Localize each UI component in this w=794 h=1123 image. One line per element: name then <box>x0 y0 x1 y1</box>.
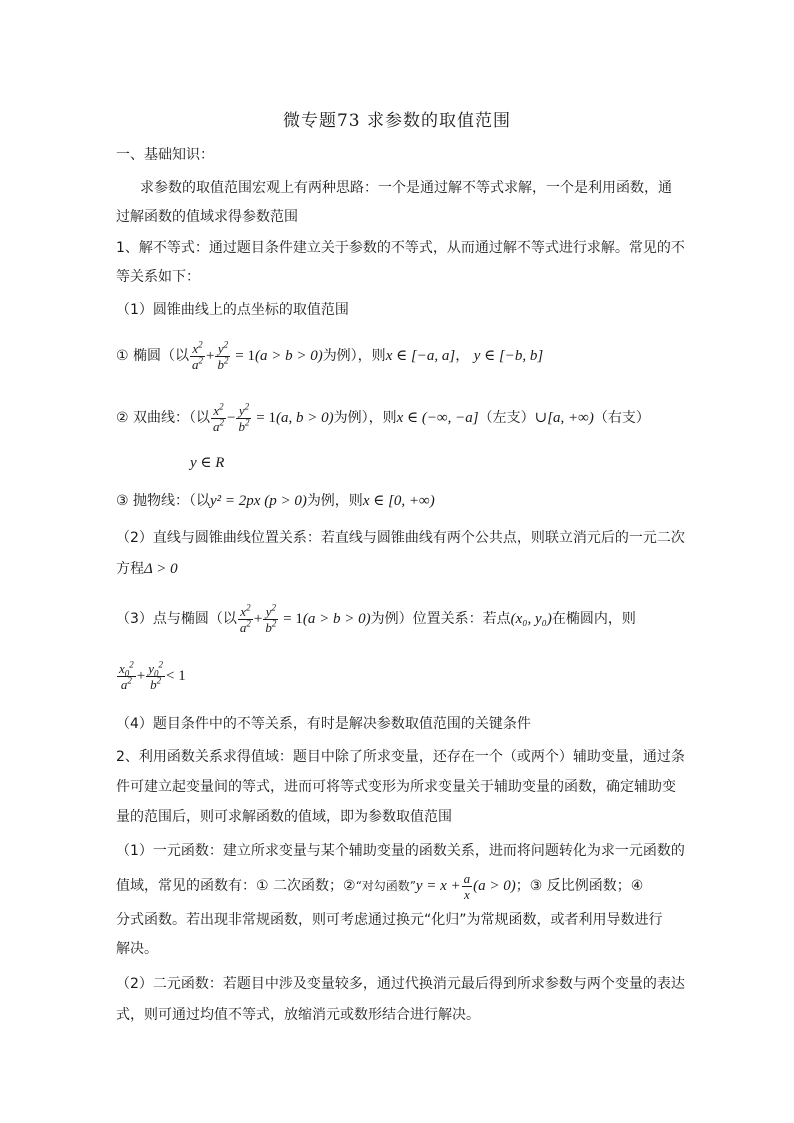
hyperbola-line: ② 双曲线：（以 $\frac{x^2}{a^2}$ − $\frac{y^2}{b^2}$ = 1(a, b > 0)为例），则x ∈ (−∞, −a]（左支）∪[a, +∞)（右支） <box>116 401 650 434</box>
subsection-2-line-2: 方程Δ > 0 <box>116 561 178 577</box>
subsection-3-line-1: （3）点与椭圆（以 $\frac{x^2}{a^2}$ + $\frac{y^2}{b^2}$ = 1(a > b > 0)为例）位置关系：若点(x₀, y₀)在椭圆内，则 <box>116 602 636 635</box>
item2-line-2: 件可建立起变量间的等式，进而可将等式变形为所求变量关于辅助变量的函数，确定辅助变 <box>116 779 676 795</box>
func1-line-3: 分式函数。若出现非常规函数，则可考虑通过换元“化归”为常规函数，或者利用导数进行 <box>116 912 663 928</box>
fraction: $\frac{y^2}{b^2}$ <box>217 339 229 372</box>
intro-line-2: 过解函数的值域求得参数范围 <box>116 209 298 225</box>
func1-line-1: （1）一元函数：建立所求变量与某个辅助变量的函数关系，进而将问题转化为求一元函数的 <box>116 843 685 859</box>
fraction: $\frac{y_0^2}{b^2}$ <box>148 659 164 692</box>
ellipse-line: ① 椭圆（以 $\frac{x^2}{a^2}$ + $\frac{y^2}{b^2}$ = 1(a > b > 0)为例），则x ∈ [−a, a]， y ∈ [−b, b] <box>116 339 544 372</box>
func1-line-4: 解决。 <box>116 941 158 957</box>
fraction: $\frac{x^2}{a^2}$ <box>213 401 225 434</box>
intro-line-1: 求参数的取值范围宏观上有两种思路：一个是通过解不等式求解，一个是利用函数，通 <box>140 180 672 196</box>
item1-line-2: 等关系如下： <box>116 269 200 285</box>
subsection-4: （4）题目条件中的不等关系，有时是解决参数取值范围的关键条件 <box>116 716 531 732</box>
fraction: $\frac{x^2}{a^2}$ <box>192 339 204 372</box>
section-heading: 一、基础知识： <box>116 147 214 163</box>
item2-line-1: 2、利用函数关系求得值域：题目中除了所求变量，还存在一个（或两个）辅助变量，通过条 <box>116 749 685 765</box>
parabola-line: ③ 抛物线：（以y² = 2px (p > 0)为例，则x ∈ [0, +∞) <box>116 493 435 509</box>
page-title: 微专题73 求参数的取值范围 <box>282 111 512 131</box>
fraction: $\frac{y^2}{b^2}$ <box>265 602 277 635</box>
subsection-3-line-2: $\frac{x_0^2}{a^2}$ + $\frac{y_0^2}{b^2}$ < 1 <box>119 659 186 692</box>
fraction: $\frac{y^2}{b^2}$ <box>238 401 250 434</box>
subsection-1-heading: （1）圆锥曲线上的点坐标的取值范围 <box>116 302 349 318</box>
hyperbola-y-range: y ∈ R <box>190 455 225 471</box>
func2-line-2: 式，则可通过均值不等式，放缩消元或数形结合进行解决。 <box>116 1007 480 1023</box>
func2-line-1: （2）二元函数：若题目中涉及变量较多，通过代换消元最后得到所求参数与两个变量的表达 <box>116 976 685 992</box>
item2-line-3: 量的范围后，则可求解函数的值域，即为参数取值范围 <box>116 809 452 825</box>
fraction: $\frac{x_0^2}{a^2}$ <box>119 659 134 692</box>
fraction: $\frac{x^2}{a^2}$ <box>239 602 251 635</box>
subsection-2-line-1: （2）直线与圆锥曲线位置关系：若直线与圆锥曲线有两个公共点，则联立消元后的一元二次 <box>116 530 685 546</box>
func1-line-2: 值域，常见的函数有：① 二次函数；②“对勾函数”y = x + $\frac{a}{x}$ (a > 0)；③ 反比例函数；④ <box>116 870 644 902</box>
fraction: $\frac{a}{x}$ <box>463 870 471 902</box>
item1-line-1: 1、解不等式：通过题目条件建立关于参数的不等式，从而通过解不等式进行求解。常见的不 <box>116 240 685 256</box>
